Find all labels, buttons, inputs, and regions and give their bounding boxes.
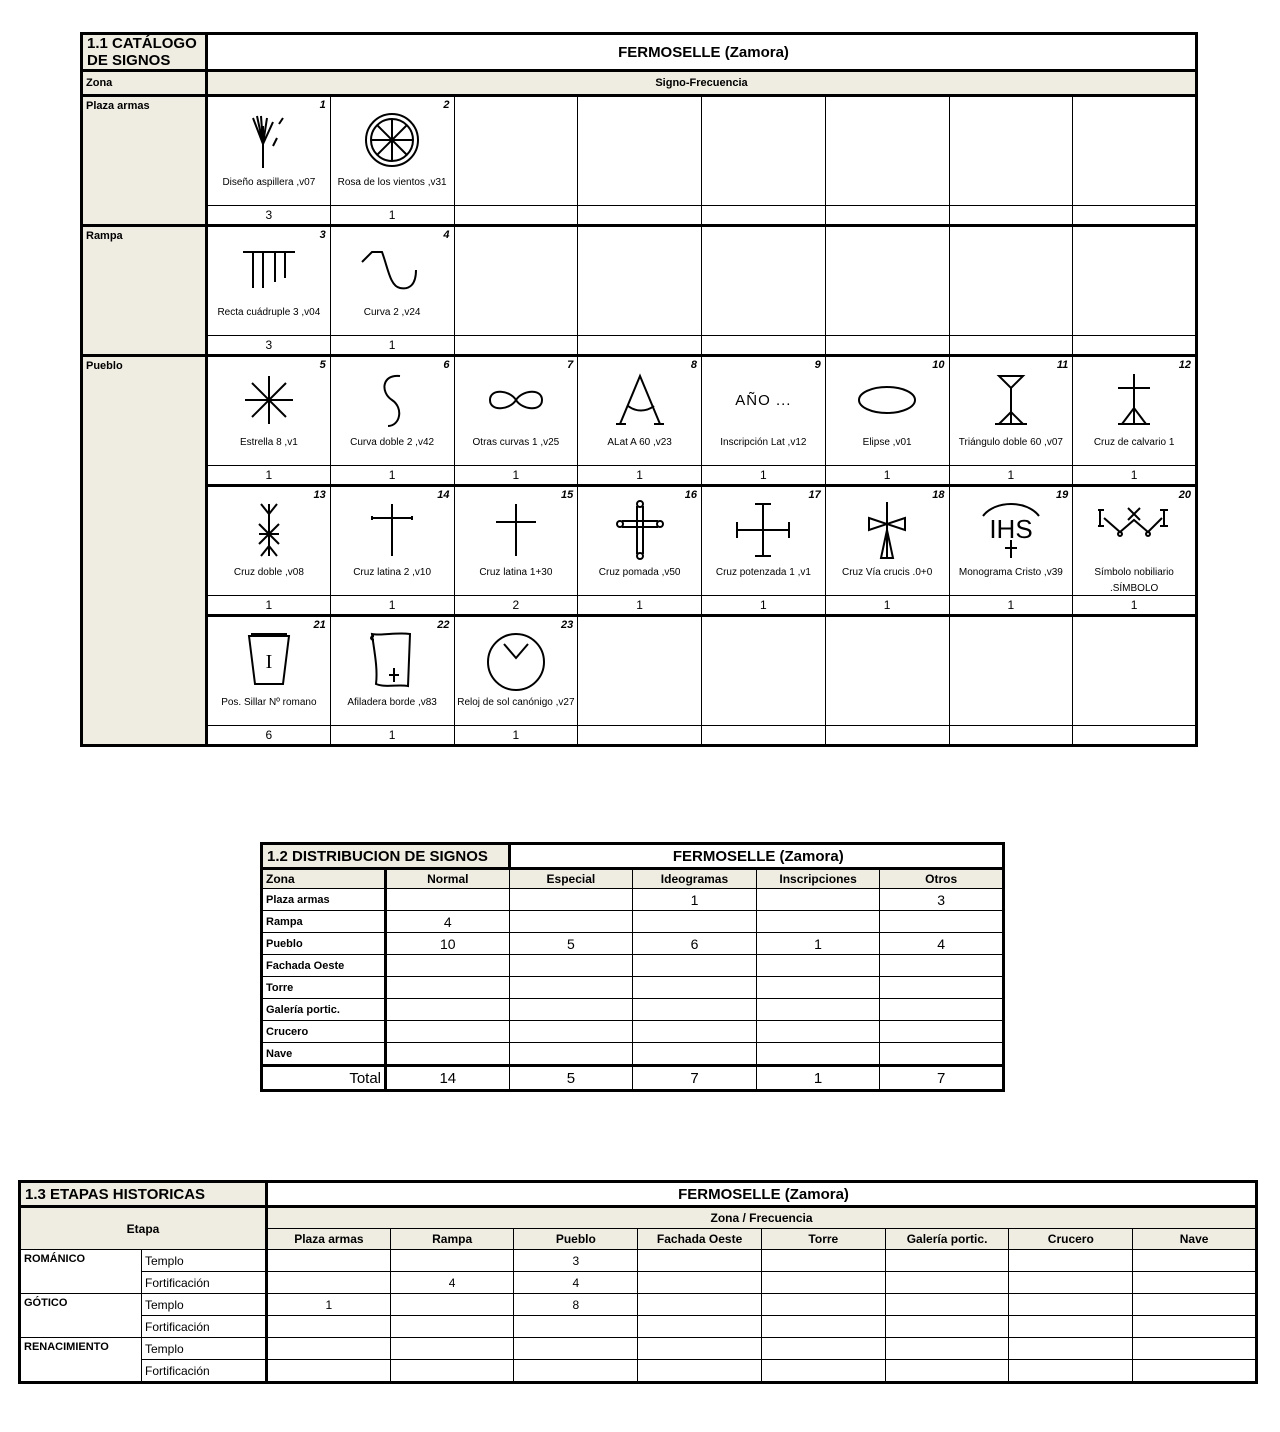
stage-cell [1133,1360,1257,1383]
distribution-cell: 1 [633,889,757,911]
stage-cell [1133,1294,1257,1316]
sign-label: Pos. Sillar Nº romano [221,697,317,708]
distribution-cell [509,1021,633,1043]
sign-cell [330,616,454,726]
stage-cell [638,1294,762,1316]
sign-number: 11 [1056,359,1069,371]
sign-cell [330,356,454,466]
sign-label: Cruz Vía crucis .0+0 [841,567,933,578]
sign-number: 17 [808,489,821,501]
distribution-cell [386,999,510,1021]
zone-column-header: Nave [1133,1229,1257,1250]
sign-number: 4 [443,229,450,241]
curve-icon [331,235,454,305]
sign-number: 10 [932,359,945,371]
stage-cell [390,1294,514,1316]
stage-cell [638,1360,762,1383]
sign-cell [1073,486,1197,596]
empty-sign-cell [454,96,578,206]
total-value: 1 [756,1066,880,1091]
distribution-cell [633,911,757,933]
period-label: GÓTICO [20,1294,142,1338]
sign-frequency: 2 [454,596,578,616]
total-value: 5 [509,1066,633,1091]
distribution-cell [386,889,510,911]
catalog-place: FERMOSELLE (Zamora) [207,34,1197,71]
etapa-header: Etapa [20,1207,267,1250]
distribution-cell [756,999,880,1021]
column-header: Ideogramas [633,869,757,889]
double-cross-icon [208,495,330,565]
sign-cell [454,486,578,596]
sign-frequency: 1 [207,596,331,616]
distribution-cell [509,889,633,911]
double-curve-icon [331,365,454,435]
zone-frequency-header: Zona / Frecuencia [267,1207,1257,1229]
empty-sign-cell [702,226,826,336]
zone-label: Rampa [262,911,386,933]
inscription-icon [702,365,825,435]
sign-frequency: 1 [454,726,578,746]
sign-number: 14 [437,489,450,501]
historical-stages-table [18,1180,1258,1384]
empty-sign-cell [825,616,949,726]
empty-sign-cell [702,616,826,726]
total-value: 7 [880,1066,1004,1091]
distribution-cell: 4 [880,933,1004,955]
sign-frequency: 1 [330,466,454,486]
distribution-cell [633,977,757,999]
distribution-row [262,933,1004,955]
via-crucis-cross-icon [826,495,949,565]
empty-sign-cell [578,96,702,206]
distribution-cell [880,999,1004,1021]
building-type-label: Fortificación [142,1360,267,1383]
roman-numeral-block-icon [208,625,330,695]
sign-frequency: 3 [207,336,331,356]
stage-cell [514,1360,638,1383]
sign-cell [825,356,949,466]
zone-column-header: Crucero [1009,1229,1133,1250]
stage-cell [390,1360,514,1383]
distribution-cell [880,977,1004,999]
stage-cell [885,1316,1009,1338]
period-label: ROMÁNICO [20,1250,142,1294]
stage-cell [390,1250,514,1272]
stage-cell [638,1316,762,1338]
ellipse-icon [826,365,949,435]
distribution-cell: 4 [386,911,510,933]
total-label: Total [262,1066,386,1091]
latin-cross-2-icon [331,495,454,565]
sign-frequency: 1 [207,466,331,486]
zone-label: Crucero [262,1021,386,1043]
column-header: Normal [386,869,510,889]
latin-cross-icon [455,495,578,565]
zone-label: Nave [262,1043,386,1066]
sign-label: Cruz pomada ,v50 [598,567,681,578]
distribution-cell [880,911,1004,933]
sign-number: 12 [1178,359,1191,371]
sign-label: Estrella 8 ,v1 [239,437,298,448]
stage-row [20,1294,1257,1316]
sign-number: 7 [567,359,574,371]
zone-label: Fachada Oeste [262,955,386,977]
total-value: 7 [633,1066,757,1091]
empty-sign-cell [825,96,949,206]
ihs-monogram-icon [950,495,1073,565]
monogram-text: IHS [989,514,1033,544]
potent-cross-icon [702,495,825,565]
distribution-row [262,999,1004,1021]
stage-cell [390,1338,514,1360]
distribution-cell [509,1043,633,1066]
distribution-cell [509,911,633,933]
sign-label: Monograma Cristo ,v39 [958,567,1063,578]
sign-cell [702,486,826,596]
stage-cell: 1 [267,1294,391,1316]
distribution-cell [386,1021,510,1043]
sign-label: Recta cuádruple 3 ,v04 [217,307,321,318]
zone-column-header: Plaza armas [267,1229,391,1250]
sign-frequency: 1 [454,466,578,486]
distribution-cell [880,1043,1004,1066]
zone-label: Galería portic. [262,999,386,1021]
sharpener-icon [331,625,454,695]
zone-column-header: Rampa [390,1229,514,1250]
sign-cell [330,96,454,206]
distribution-cell [756,889,880,911]
sign-cell [949,356,1073,466]
empty-sign-cell [578,226,702,336]
distribution-cell [880,955,1004,977]
empty-sign-cell [825,226,949,336]
sign-number: 1 [319,99,326,111]
stage-cell [638,1250,762,1272]
stage-cell [885,1272,1009,1294]
stage-cell [1133,1338,1257,1360]
stage-cell [267,1316,391,1338]
sign-frequency: 1 [1073,596,1197,616]
stage-cell [1133,1272,1257,1294]
distribution-cell [386,977,510,999]
stage-cell [761,1272,885,1294]
zone-header: Zona [82,71,207,96]
sign-cell [207,616,331,726]
sign-label: Curva 2 ,v24 [363,307,421,318]
column-header: Zona [262,869,386,889]
noble-symbol-icon [1073,495,1195,565]
distribution-cell: 5 [509,933,633,955]
distribution-row [262,889,1004,911]
sign-number: 19 [1056,489,1069,501]
distribution-title: 1.2 DISTRIBUCION DE SIGNOS [262,844,510,869]
stage-cell [761,1338,885,1360]
sign-frequency: 1 [578,596,702,616]
empty-sign-cell [949,226,1073,336]
stage-cell: 4 [514,1272,638,1294]
stage-cell: 3 [514,1250,638,1272]
stage-cell [514,1338,638,1360]
stage-cell: 4 [390,1272,514,1294]
stage-cell [514,1316,638,1338]
stage-cell [1009,1360,1133,1383]
zone-label: Plaza armas [262,889,386,911]
stage-cell [885,1338,1009,1360]
distribution-cell [756,1043,880,1066]
building-type-label: Fortificación [142,1272,267,1294]
stage-row [20,1272,1257,1294]
stage-row [20,1316,1257,1338]
empty-sign-cell [702,96,826,206]
building-type-label: Templo [142,1294,267,1316]
distribution-place: FERMOSELLE (Zamora) [509,844,1003,869]
sign-cell [578,486,702,596]
stage-cell [1009,1338,1133,1360]
sign-cell [949,486,1073,596]
double-triangle-icon [950,365,1073,435]
empty-sign-cell [1073,616,1197,726]
stage-cell [638,1338,762,1360]
stage-cell [267,1360,391,1383]
sign-label: Elipse ,v01 [862,437,912,448]
letter-a-icon [578,365,701,435]
distribution-cell: 1 [756,933,880,955]
zone-column-header: Galería portic. [885,1229,1009,1250]
distribution-cell [386,955,510,977]
stage-cell [267,1250,391,1272]
zone-rampa: Rampa [82,226,207,356]
empty-sign-cell [454,226,578,336]
sign-label: Símbolo nobiliario .SÍMBOLO [1094,567,1174,594]
distribution-cell [633,1043,757,1066]
stage-cell [1009,1294,1133,1316]
empty-sign-cell [949,616,1073,726]
star-8-icon [208,365,330,435]
stage-cell [761,1316,885,1338]
sign-label: Diseño aspillera ,v07 [222,177,316,188]
sign-label: Reloj de sol canónigo ,v27 [457,697,575,708]
stage-cell [638,1272,762,1294]
distribution-cell [386,1043,510,1066]
distribution-cell [509,999,633,1021]
sign-cell [578,356,702,466]
sign-frequency: 1 [825,466,949,486]
sign-number: 21 [313,619,326,631]
stage-cell [267,1338,391,1360]
sign-label: Cruz de calvario 1 [1093,437,1175,448]
sign-number: 8 [690,359,697,371]
distribution-cell [509,977,633,999]
sign-number: 3 [319,229,326,241]
sign-label: Inscripción Lat ,v12 [720,437,807,448]
stages-title: 1.3 ETAPAS HISTORICAS [20,1182,267,1207]
zone-plaza-armas: Plaza armas [82,96,207,226]
sign-number: 16 [684,489,697,501]
infinity-curve-icon [455,365,578,435]
sign-frequency: 3 [207,206,331,226]
sign-frequency: 1 [949,596,1073,616]
distribution-row [262,1021,1004,1043]
sign-distribution-table [260,842,1005,1092]
stage-cell [390,1316,514,1338]
column-header: Otros [880,869,1004,889]
sign-frequency: 6 [207,726,331,746]
sign-number: 15 [561,489,574,501]
sign-frequency: 1 [949,466,1073,486]
sign-label: Triángulo doble 60 ,v07 [958,437,1063,448]
stage-cell [885,1360,1009,1383]
sign-cell [454,356,578,466]
pommee-cross-icon [578,495,701,565]
sign-catalog-table [80,32,1198,747]
distribution-row [262,1043,1004,1066]
sign-frequency: 1 [330,336,454,356]
sign-label: Afiladera borde ,v83 [347,697,437,708]
inscription-text: AÑO ... [735,391,792,409]
sign-label: ALat A 60 ,v23 [607,437,672,448]
sign-frequency: 1 [702,596,826,616]
sign-cell [207,226,331,336]
sign-label: Rosa de los vientos ,v31 [337,177,447,188]
zone-column-header: Fachada Oeste [638,1229,762,1250]
building-type-label: Fortificación [142,1316,267,1338]
sign-frequency: 1 [330,596,454,616]
distribution-cell [633,999,757,1021]
sign-cell [702,356,826,466]
sign-frequency: 1 [578,466,702,486]
stage-cell [761,1294,885,1316]
signs-header: Signo-Frecuencia [207,71,1197,96]
stage-cell [885,1250,1009,1272]
aspillera-icon [208,105,330,175]
sundial-icon [455,625,578,695]
stage-cell [885,1294,1009,1316]
sign-cell [330,486,454,596]
distribution-cell [509,955,633,977]
catalog-title: 1.1 CATÁLOGO DE SIGNOS [82,34,207,71]
stage-cell [1133,1316,1257,1338]
stage-cell: 8 [514,1294,638,1316]
distribution-cell [756,977,880,999]
distribution-row [262,911,1004,933]
sign-number: 13 [313,489,326,501]
stage-cell [267,1272,391,1294]
distribution-cell [633,955,757,977]
sign-number: 5 [319,359,326,371]
period-label: RENACIMIENTO [20,1338,142,1383]
empty-sign-cell [949,96,1073,206]
sign-cell [825,486,949,596]
sign-label: Cruz latina 1+30 [479,567,553,578]
empty-sign-cell [1073,226,1197,336]
sign-number: 20 [1178,489,1191,501]
sign-cell [207,486,331,596]
empty-sign-cell [578,616,702,726]
sign-label: Curva doble 2 ,v42 [350,437,435,448]
roman-numeral-text: I [265,651,273,673]
column-header: Especial [509,869,633,889]
stage-row [20,1360,1257,1383]
sign-number: 23 [561,619,574,631]
distribution-cell [756,955,880,977]
sign-frequency: 1 [825,596,949,616]
sign-number: 22 [437,619,450,631]
stage-cell [1009,1272,1133,1294]
stage-cell [761,1360,885,1383]
sign-label: Cruz potenzada 1 ,v1 [715,567,811,578]
zone-column-header: Torre [761,1229,885,1250]
quadruple-line-icon [208,235,330,305]
distribution-row [262,955,1004,977]
sign-number: 6 [443,359,450,371]
sign-cell [330,226,454,336]
sign-number: 18 [932,489,945,501]
sign-cell [207,96,331,206]
stages-place: FERMOSELLE (Zamora) [267,1182,1257,1207]
sign-frequency: 1 [330,726,454,746]
stage-cell [1133,1250,1257,1272]
distribution-cell [756,1021,880,1043]
stage-row [20,1250,1257,1272]
empty-sign-cell [1073,96,1197,206]
distribution-row [262,977,1004,999]
distribution-cell [756,911,880,933]
sign-frequency: 1 [702,466,826,486]
building-type-label: Templo [142,1338,267,1360]
distribution-cell: 3 [880,889,1004,911]
sign-cell [454,616,578,726]
distribution-cell: 6 [633,933,757,955]
zone-column-header: Pueblo [514,1229,638,1250]
stage-cell [1009,1250,1133,1272]
sign-frequency: 1 [330,206,454,226]
sign-label: Otras curvas 1 ,v25 [472,437,560,448]
sign-frequency: 1 [1073,466,1197,486]
zone-pueblo: Pueblo [82,356,207,746]
zone-label: Torre [262,977,386,999]
calvary-cross-icon [1073,365,1195,435]
sign-label: Cruz doble ,v08 [233,567,304,578]
stage-row [20,1338,1257,1360]
stage-cell [761,1250,885,1272]
sign-number: 9 [814,359,821,371]
distribution-cell [633,1021,757,1043]
zone-label: Pueblo [262,933,386,955]
wind-rose-icon [331,105,454,175]
building-type-label: Templo [142,1250,267,1272]
distribution-cell: 10 [386,933,510,955]
distribution-cell [880,1021,1004,1043]
sign-cell [207,356,331,466]
sign-cell [1073,356,1197,466]
stage-cell [1009,1316,1133,1338]
column-header: Inscripciones [756,869,880,889]
total-value: 14 [386,1066,510,1091]
sign-number: 2 [443,99,450,111]
sign-label: Cruz latina 2 ,v10 [353,567,432,578]
